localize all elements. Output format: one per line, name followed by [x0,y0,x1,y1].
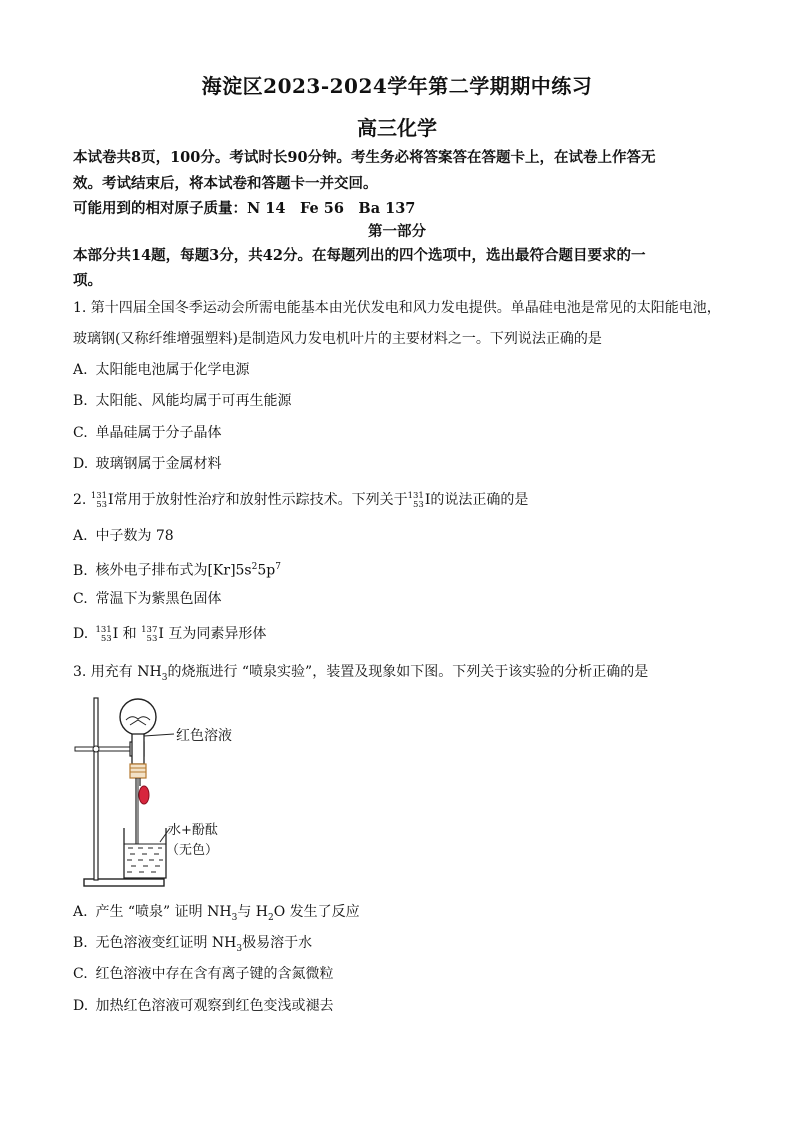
exam-title: 海淀区2023-2024学年第二学期期中练习 [201,74,593,98]
q1-option-a-label: A. [73,362,88,378]
q3-option-a: A. 产生 “喷泉” 证明 $NH_3$与 $H_2O$ 发生了反应 [73,904,360,923]
q3-option-d: D. 加热红色溶液可观察到红色变浅或褪去 [73,998,334,1014]
q3-option-c: C. 红色溶液中存在含有离子键的含氮微粒 [73,966,334,982]
q1-option-a-text: 太阳能电池属于化学电源 [95,362,250,378]
subject-title: 高三化学 [357,116,437,140]
q1-option-c [73,423,221,443]
q2-stem-mid: 常用于放射性治疗和放射性示踪技术。下列关于 [113,492,408,508]
label-colorless: （无色） [166,843,219,858]
q1-stem-line-2: 玻璃钢(又称纤维增强塑料)是制造风力发电机叶片的主要材料之一。下列说法正确的是 [73,331,602,347]
part-desc-line-1: 本部分共14题，每题3分，共42分。在每题列出的四个选项中，选出最符合题目要求的一 [73,247,646,264]
flask-bulb [120,699,156,735]
instructions-line-2: 效。考试结束后，将本试卷和答题卡一并交回。 [73,175,378,192]
q2-stem: 2. 131 53 I常用于放射性治疗和放射性示踪技术。下列关于 131 53 I的说法正确的是 [73,491,529,510]
q1-option-b [73,391,291,411]
part-heading: 第一部分 [368,223,426,240]
q2-symbol: I [108,492,114,508]
q2-option-d: D. 131 53 I 和 137 53 I 互为同素异形体 [73,625,267,644]
q3-stem: 3. 用充有 $NH_3$的烧瓶进行 “喷泉实验”，装置及现象如下图。下列关于该实验的分析正确的是 [73,664,649,683]
q1-option-b-text: 太阳能、风能均属于可再生能源 [95,393,292,409]
q1-option-d-label: D. [73,456,89,472]
q1-option-d-text: 玻璃钢属于金属材料 [95,456,222,472]
q1-option-b-label: B. [73,393,88,409]
q1-option-a [73,360,249,380]
q2-option-a: A. 中子数为 78 [73,528,174,544]
dropper-bulb [139,786,149,804]
atomic-masses: 可能用到的相对原子质量：N 14 Fe 56 Ba 137 [73,200,416,217]
q1-stem-line-1: 1. 第十四届全国冬季运动会所需电能基本由光伏发电和风力发电提供。单晶硅电池是常见的太阳能电池， [73,300,721,316]
q2-isotope-notation: 131 53 [90,491,108,510]
q2-option-b: B. 核外电子排布式为$[Kr]5s^25p^7$ [73,562,281,579]
q1-option-c-label: C. [73,425,88,441]
flask-neck [132,734,144,764]
q1-option-c-text: 单晶硅属于分子晶体 [95,425,222,441]
fountain-experiment-figure [70,692,260,892]
q2-number: 2. [73,492,87,508]
instructions-line-1: 本试卷共8页，100分。考试时长90分钟。考生务必将答案答在答题卡上，在试卷上作答无 [73,149,656,166]
stand-pole [94,698,98,880]
q1-option-d [73,454,221,474]
q2-stem-end: 的说法正确的是 [430,492,529,508]
q2-isotope-notation-2: 131 53 [407,491,424,510]
label-red-solution: 红色溶液 [176,728,232,744]
label-water-phenolphthalein: 水+酚酞 [168,823,218,838]
q3-option-b: B. 无色溶液变红证明 $NH_3$极易溶于水 [73,935,313,954]
part-desc-line-2: 项。 [73,272,102,289]
stopper [130,764,146,778]
clamp-arm [75,747,135,751]
q2-option-c: C. 常温下为紫黑色固体 [73,591,222,607]
